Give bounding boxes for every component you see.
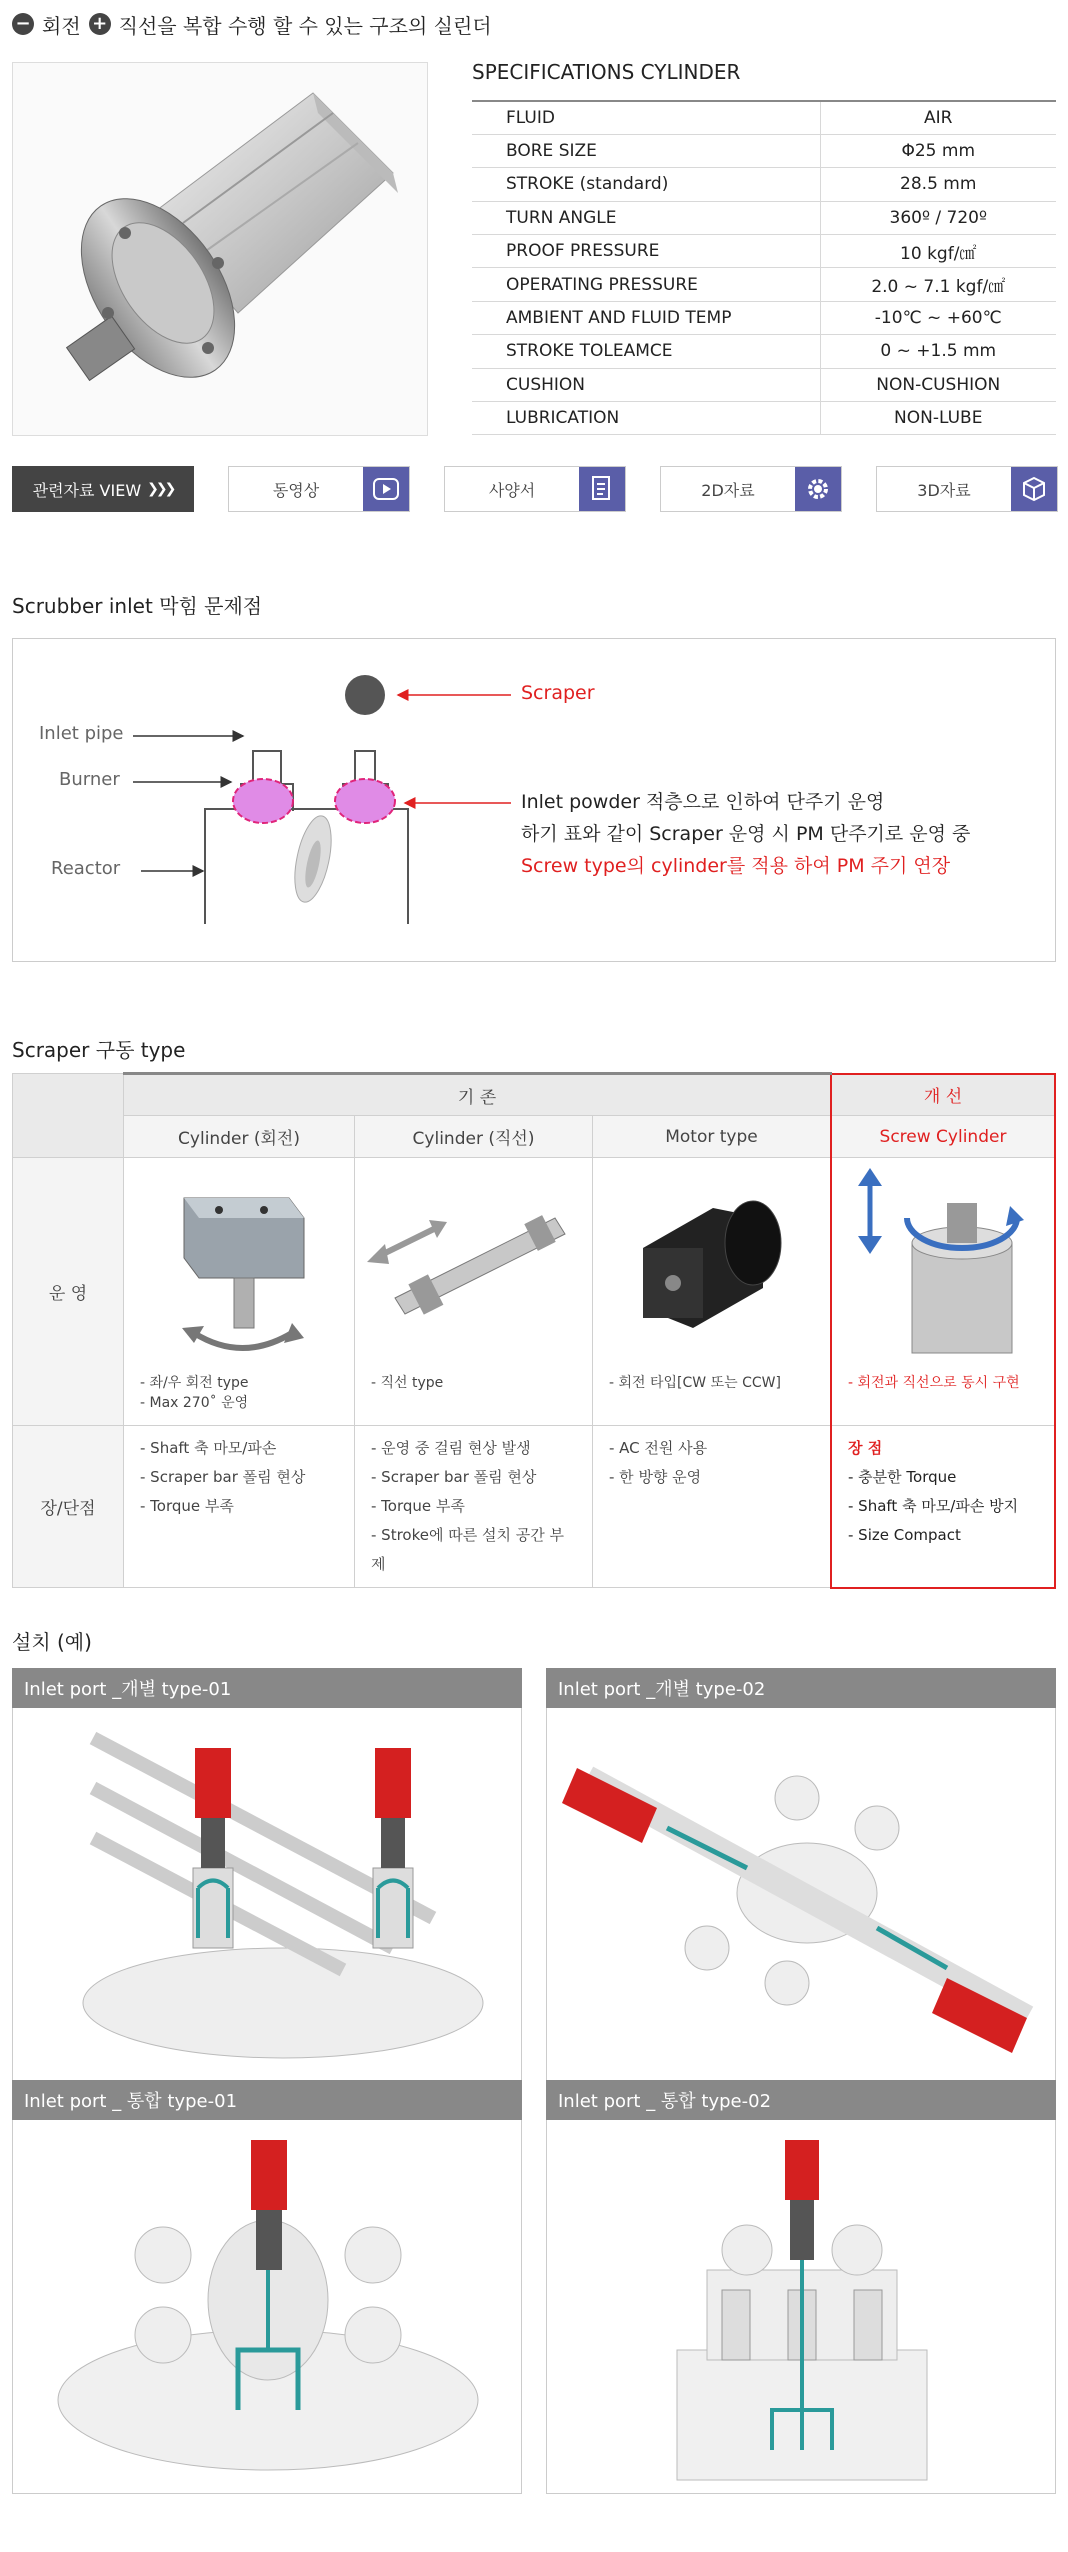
pros-heading: 장 점 (848, 1439, 883, 1457)
spec-value: -10℃ ~ +60℃ (820, 301, 1056, 334)
product-image (12, 62, 428, 436)
spec-label: TURN ANGLE (472, 201, 820, 234)
minus-icon: − (12, 13, 34, 35)
cell-rotary-operation (124, 1158, 355, 1426)
panel-image (12, 2120, 522, 2494)
group-improved: 개 선 (831, 1074, 1055, 1116)
spec-value: 0 ~ +1.5 mm (820, 335, 1056, 368)
cell-screw-pros (831, 1426, 1055, 1588)
scrubber-diagram (12, 638, 1056, 962)
cell-linear-pros (355, 1426, 593, 1588)
pros-line: - Scraper bar 폴림 현상 (371, 1468, 537, 1486)
scrubber-desc-1: Inlet powder 적층으로 인하여 단주기 운영 (521, 791, 885, 813)
cell-screw-operation (831, 1158, 1055, 1426)
install-panel-1 (12, 1668, 522, 2082)
related-label-text: 관련자료 VIEW (32, 480, 142, 500)
linear-cylinder-image (355, 1158, 592, 1373)
screw-cylinder-image (832, 1158, 1054, 1373)
table-row (472, 201, 1056, 234)
spec-label: STROKE (standard) (472, 168, 820, 201)
note-line: - 회전과 직선으로 동시 구현 (848, 1375, 1020, 1391)
scraper-type-table (12, 1072, 1056, 1589)
panel-title: Inlet port _개별 type-02 (546, 1668, 1056, 1708)
table-row (13, 1116, 1056, 1158)
play-icon (363, 467, 409, 511)
video-button-label: 동영상 (272, 480, 320, 500)
spec-value: 28.5 mm (820, 168, 1056, 201)
reactor-label: Reactor (51, 858, 121, 879)
pros-line: - AC 전원 사용 (609, 1439, 708, 1457)
headline (12, 6, 492, 42)
spec-value: NON-LUBE (820, 402, 1056, 435)
spec-sheet-button[interactable] (444, 466, 626, 512)
cell-motor-operation (593, 1158, 832, 1426)
scraper-section-title: Scraper 구동 type (12, 1038, 186, 1062)
spec-label: BORE SIZE (472, 134, 820, 167)
spec-label: CUSHION (472, 368, 820, 401)
spec-sheet-button-label: 사양서 (488, 480, 536, 500)
pros-line: - Scraper bar 폴림 현상 (140, 1468, 306, 1486)
table-row (472, 268, 1056, 301)
note-line: - Max 270˚ 운영 (140, 1395, 249, 1411)
cube-icon (1011, 467, 1057, 511)
table-row (472, 368, 1056, 401)
burner-label: Burner (59, 769, 120, 790)
scrubber-section-title: Scrubber inlet 막힘 문제점 (12, 594, 263, 618)
pros-line: - Shaft 축 마모/파손 방지 (848, 1497, 1019, 1515)
note-line: - 직선 type (371, 1375, 444, 1391)
spec-label: STROKE TOLEAMCE (472, 335, 820, 368)
video-button[interactable] (228, 466, 410, 512)
panel-title: Inlet port _ 통합 type-02 (546, 2080, 1056, 2120)
gear-icon (795, 467, 841, 511)
spec-table (472, 100, 1056, 435)
panel-image (12, 1708, 522, 2082)
headline-part1: 회전 (42, 13, 81, 38)
pros-line: - 한 방향 운영 (609, 1468, 702, 1486)
motor-image (593, 1158, 830, 1373)
spec-value: 2.0 ~ 7.1 kgf/㎠ (820, 268, 1056, 301)
install-panel-3 (12, 2080, 522, 2494)
headline-part2: 직선을 복합 수행 할 수 있는 구조의 실린더 (118, 13, 492, 38)
col-screw-cylinder: Screw Cylinder (831, 1116, 1055, 1158)
cell-rotary-pros (124, 1426, 355, 1588)
spec-label: PROOF PRESSURE (472, 235, 820, 268)
plus-icon: + (89, 13, 111, 35)
install-panel-2 (546, 1668, 1056, 2082)
pros-line: - Torque 부족 (371, 1497, 465, 1515)
chevrons-icon: ❯❯❯ (147, 481, 174, 497)
operation-notes (355, 1373, 592, 1425)
pros-line: - 운영 중 걸림 현상 발생 (371, 1439, 531, 1457)
pros-line: - 충분한 Torque (848, 1468, 957, 1486)
panel-image (546, 2120, 1056, 2494)
pros-line: - Size Compact (848, 1526, 961, 1544)
table-row (472, 301, 1056, 334)
3d-data-button[interactable] (876, 466, 1058, 512)
related-view-label (12, 466, 194, 512)
operation-notes (124, 1373, 354, 1425)
panel-image (546, 1708, 1056, 2082)
install-section-title: 설치 (예) (12, 1630, 92, 1654)
spec-value: AIR (820, 101, 1056, 134)
table-row (13, 1074, 1056, 1116)
document-icon (579, 467, 625, 511)
spec-value: 10 kgf/㎠ (820, 235, 1056, 268)
note-line: - 회전 타입[CW 또는 CCW] (609, 1375, 781, 1391)
rotary-cylinder-image (124, 1158, 354, 1373)
table-row (472, 235, 1056, 268)
spec-value: Φ25 mm (820, 134, 1056, 167)
table-row (472, 134, 1056, 167)
3d-button-label: 3D자료 (917, 480, 971, 500)
cell-linear-operation (355, 1158, 593, 1426)
col-cylinder-rotary: Cylinder (회전) (124, 1116, 355, 1158)
table-row (13, 1426, 1056, 1588)
row-pros-cons-header: 장/단점 (13, 1426, 124, 1588)
col-cylinder-linear: Cylinder (직선) (355, 1116, 593, 1158)
spec-label: AMBIENT AND FLUID TEMP (472, 301, 820, 334)
panel-title: Inlet port _개별 type-01 (12, 1668, 522, 1708)
operation-notes (593, 1373, 830, 1425)
scrubber-desc-2: 하기 표와 같이 Scraper 운영 시 PM 단주기로 운영 중 (521, 823, 971, 845)
spec-value: 360º / 720º (820, 201, 1056, 234)
scrubber-desc-3: Screw type의 cylinder를 적용 하여 PM 주기 연장 (521, 855, 951, 877)
row-operation-header: 운 영 (13, 1158, 124, 1426)
spec-label: OPERATING PRESSURE (472, 268, 820, 301)
spec-label: FLUID (472, 101, 820, 134)
pros-line: - Torque 부족 (140, 1497, 234, 1515)
table-row (472, 335, 1056, 368)
pros-line: - Shaft 축 마모/파손 (140, 1439, 277, 1457)
spec-title: SPECIFICATIONS CYLINDER (472, 60, 741, 84)
operation-notes (832, 1373, 1054, 1425)
corner-cell (13, 1074, 124, 1158)
group-existing: 기 존 (124, 1074, 832, 1116)
table-row (13, 1158, 1056, 1426)
panel-title: Inlet port _ 통합 type-01 (12, 2080, 522, 2120)
pros-line: - Stroke에 따른 설치 공간 부제 (371, 1526, 564, 1573)
install-panel-4 (546, 2080, 1056, 2494)
table-row (472, 402, 1056, 435)
cell-motor-pros (593, 1426, 832, 1588)
inlet-pipe-label: Inlet pipe (39, 723, 124, 744)
table-row (472, 101, 1056, 134)
note-line: - 좌/우 회전 type (140, 1375, 249, 1391)
scraper-label: Scraper (521, 682, 595, 704)
2d-button-label: 2D자료 (701, 480, 755, 500)
col-motor-type: Motor type (593, 1116, 832, 1158)
table-row (472, 168, 1056, 201)
spec-value: NON-CUSHION (820, 368, 1056, 401)
spec-label: LUBRICATION (472, 402, 820, 435)
2d-data-button[interactable] (660, 466, 842, 512)
